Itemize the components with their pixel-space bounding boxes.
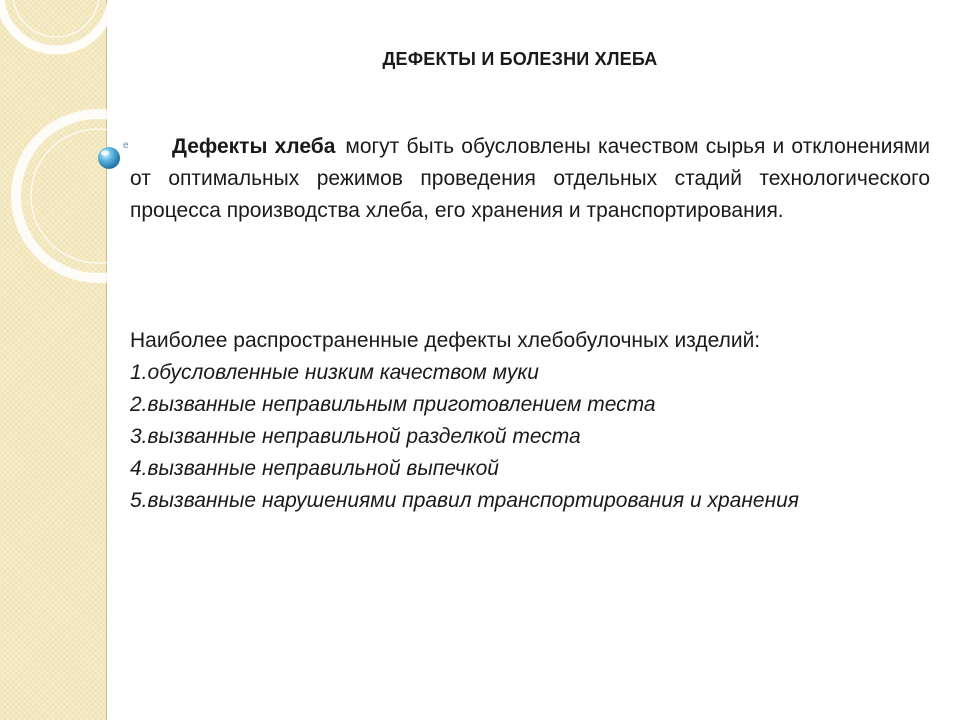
list-item: 5.вызванные нарушениями правил транспортирования и хранения [130, 489, 800, 512]
defects-list [130, 357, 930, 517]
blue-orb-icon [98, 147, 120, 169]
list-item: 4.вызванные неправильной выпечкой [130, 457, 499, 480]
list-item: 3.вызванные неправильной разделкой теста [130, 425, 581, 448]
list-item: 1.обусловленные низким качеством муки [130, 361, 539, 384]
intro-text: могут быть обусловлены качеством сырья и отклонениями от оптимальных режимов проведения отдельных стадий технологического процесса производства хлеба, его хранения и транспортирования. [130, 135, 930, 222]
slide-title: ДЕФЕКТЫ И БОЛЕЗНИ ХЛЕБА [382, 49, 658, 69]
defects-heading: Наиболее распространенные дефекты хлебобулочных изделий: [130, 329, 761, 352]
bullet-marker: e [123, 140, 129, 151]
intro-lead: Дефекты хлеба [172, 135, 336, 158]
list-item: 2.вызванные неправильным приготовлением теста [130, 393, 656, 416]
upper-ring-icon [0, 0, 112, 50]
intro-paragraph [130, 131, 930, 227]
defects-section [130, 325, 930, 517]
